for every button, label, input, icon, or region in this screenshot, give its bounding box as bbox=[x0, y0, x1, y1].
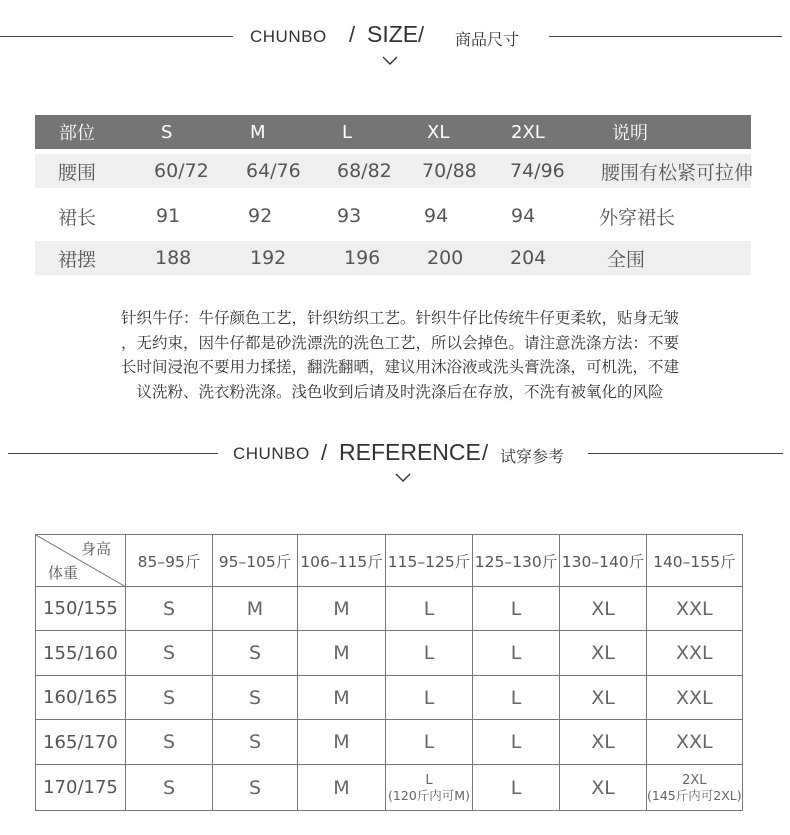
weight-column-header: 125–130斤 bbox=[473, 535, 560, 587]
size-cell: 188 bbox=[155, 247, 192, 269]
size-table-row-hem bbox=[35, 241, 751, 275]
size-cell: XXL bbox=[647, 587, 743, 631]
size-subtitle: 商品尺寸 bbox=[455, 30, 520, 49]
weight-column-header: 115–125斤 bbox=[386, 535, 473, 587]
size-cell: S bbox=[213, 765, 298, 811]
size-row-label: 裙摆 bbox=[58, 248, 97, 271]
weight-column-header: 140–155斤 bbox=[647, 535, 743, 587]
size-cell: 94 bbox=[511, 205, 536, 227]
size-value: L bbox=[425, 772, 433, 788]
size-cell: XXL bbox=[647, 720, 743, 765]
size-cell: L bbox=[473, 587, 560, 631]
size-cell: M bbox=[298, 587, 386, 631]
reference-divider-right bbox=[588, 453, 783, 454]
chevron-down-icon bbox=[395, 473, 411, 483]
size-cell: M bbox=[298, 631, 386, 676]
size-cell: XL bbox=[560, 676, 647, 720]
size-cell: 68/82 bbox=[337, 160, 392, 182]
size-cell: L bbox=[473, 765, 560, 811]
size-cell: L bbox=[386, 631, 473, 676]
size-brand: CHUNBO bbox=[250, 27, 327, 46]
table-row bbox=[36, 676, 743, 720]
size-cell: S bbox=[126, 720, 213, 765]
height-row-header: 165/170 bbox=[36, 720, 126, 765]
size-table-header bbox=[35, 115, 751, 149]
size-cell: M bbox=[298, 676, 386, 720]
size-cell: 91 bbox=[156, 205, 181, 227]
size-cell: M bbox=[213, 587, 298, 631]
size-header-m: M bbox=[250, 121, 266, 143]
corner-weight-label: 体重 bbox=[48, 564, 79, 582]
reference-subtitle: 试穿参考 bbox=[500, 447, 565, 466]
size-header-part: 部位 bbox=[59, 123, 95, 144]
size-value: 2XL bbox=[682, 772, 707, 788]
care-description bbox=[60, 306, 740, 404]
reference-divider-left bbox=[8, 453, 218, 454]
reference-slash-left: / bbox=[321, 440, 328, 465]
weight-column-header: 130–140斤 bbox=[560, 535, 647, 587]
reference-title: REFERENCE bbox=[339, 439, 481, 465]
table-row bbox=[36, 587, 743, 631]
size-header-2xl: 2XL bbox=[511, 121, 545, 143]
size-header-s: S bbox=[161, 121, 173, 143]
corner-height-label: 身高 bbox=[80, 540, 111, 558]
weight-column-header: 95–105斤 bbox=[213, 535, 298, 587]
size-cell: 74/96 bbox=[510, 160, 565, 182]
reference-table-corner bbox=[36, 535, 126, 587]
size-cell: 93 bbox=[337, 205, 362, 227]
size-header-xl: XL bbox=[427, 121, 450, 143]
size-cell-with-note bbox=[647, 765, 743, 811]
size-cell: 204 bbox=[510, 247, 547, 269]
size-header-note: 说明 bbox=[612, 123, 648, 144]
weight-column-header: 85–95斤 bbox=[126, 535, 213, 587]
height-row-header: 170/175 bbox=[36, 765, 126, 811]
size-cell: XXL bbox=[647, 631, 743, 676]
size-cell: XL bbox=[560, 765, 647, 811]
reference-brand: CHUNBO bbox=[233, 444, 310, 463]
size-note: (145斤内可2XL) bbox=[647, 787, 742, 803]
size-table-row-waist bbox=[35, 154, 754, 188]
reference-table bbox=[35, 534, 743, 811]
size-cell: L bbox=[473, 720, 560, 765]
size-cell: 92 bbox=[248, 205, 273, 227]
size-slash-right: / bbox=[418, 22, 425, 47]
size-slash-left: / bbox=[349, 22, 356, 47]
size-cell: XL bbox=[560, 587, 647, 631]
reference-slash-right: / bbox=[482, 440, 489, 465]
size-cell: XL bbox=[560, 720, 647, 765]
size-row-label: 腰围 bbox=[58, 161, 97, 184]
size-cell: 94 bbox=[424, 205, 449, 227]
size-cell: 200 bbox=[427, 247, 464, 269]
size-cell: XL bbox=[560, 631, 647, 676]
care-line: 针织牛仔：牛仔颜色工艺，针织纺织工艺。针织牛仔比传统牛仔更柔软，贴身无皱 bbox=[120, 309, 679, 327]
care-line: 议洗粉、洗衣粉洗涤。浅色收到后请及时洗涤后在存放，不洗有被氧化的风险 bbox=[136, 382, 664, 401]
care-line: 长时间浸泡不要用力揉搓，翻洗翻晒，建议用沐浴液或洗头膏洗涤，可机洗，不建 bbox=[120, 358, 679, 376]
size-cell: M bbox=[298, 720, 386, 765]
size-cell: L bbox=[386, 720, 473, 765]
height-row-header: 155/160 bbox=[36, 631, 126, 676]
size-cell: M bbox=[298, 765, 386, 811]
size-cell: 196 bbox=[344, 247, 381, 269]
height-row-header: 160/165 bbox=[36, 676, 126, 720]
height-row-header: 150/155 bbox=[36, 587, 126, 631]
size-table-row-length bbox=[35, 199, 751, 233]
size-divider-left bbox=[0, 36, 233, 37]
care-line: ，无约束，因牛仔都是砂洗漂洗的洗色工艺，所以会掉色。请注意洗涤方法：不要 bbox=[120, 333, 679, 352]
size-cell: XXL bbox=[647, 676, 743, 720]
size-cell: L bbox=[386, 676, 473, 720]
size-cell: L bbox=[386, 587, 473, 631]
size-cell: S bbox=[213, 631, 298, 676]
size-row-label: 裙长 bbox=[58, 206, 97, 229]
size-cell: 60/72 bbox=[154, 160, 209, 182]
size-cell: 192 bbox=[250, 247, 287, 269]
chevron-down-icon bbox=[382, 56, 398, 66]
size-row-note: 全围 bbox=[607, 248, 646, 271]
size-row-note: 腰围有松紧可拉伸 bbox=[601, 161, 754, 184]
size-header-l: L bbox=[342, 121, 353, 143]
size-note: (120斤内可M) bbox=[388, 787, 470, 803]
size-cell: S bbox=[126, 587, 213, 631]
size-cell: S bbox=[126, 765, 213, 811]
size-cell-with-note bbox=[386, 765, 473, 811]
table-row bbox=[36, 631, 743, 676]
size-title: SIZE bbox=[367, 21, 419, 47]
size-row-note: 外穿裙长 bbox=[599, 206, 676, 229]
size-cell: S bbox=[213, 720, 298, 765]
table-row bbox=[36, 765, 743, 811]
size-cell: 70/88 bbox=[422, 160, 477, 182]
size-cell: 64/76 bbox=[246, 160, 301, 182]
size-cell: L bbox=[473, 676, 560, 720]
size-divider-right bbox=[549, 36, 782, 37]
weight-column-header: 106–115斤 bbox=[298, 535, 386, 587]
size-cell: S bbox=[213, 676, 298, 720]
table-row bbox=[36, 720, 743, 765]
size-cell: S bbox=[126, 631, 213, 676]
size-cell: S bbox=[126, 676, 213, 720]
size-cell: L bbox=[473, 631, 560, 676]
